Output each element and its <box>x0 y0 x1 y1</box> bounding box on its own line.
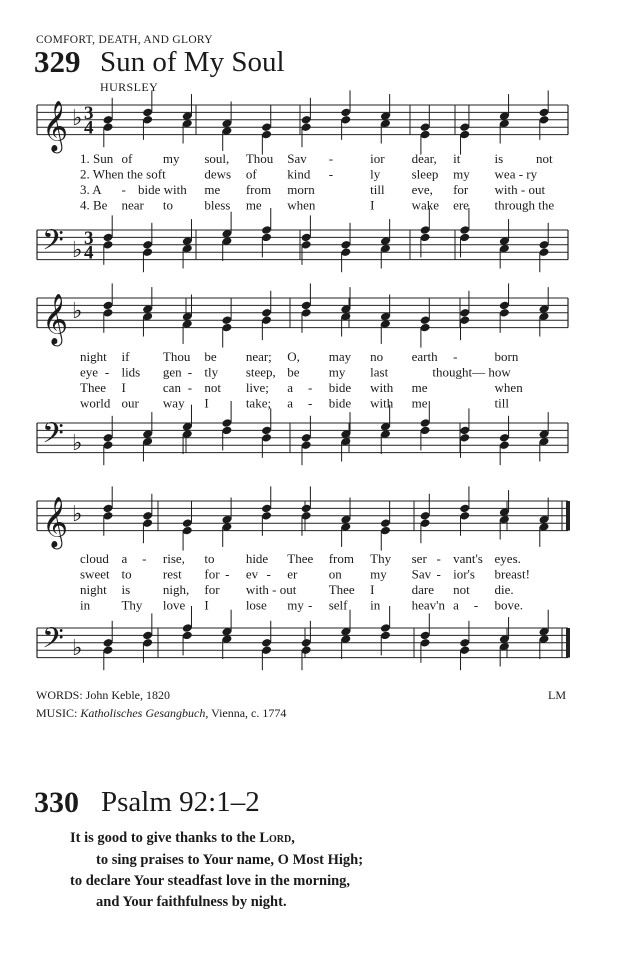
system-3-verse-3-syllable: is <box>121 582 131 597</box>
music-credit <box>36 706 286 721</box>
system-2-verse-1-syllable: Thou <box>162 349 191 364</box>
system-3-verse-3-syllable: nigh, <box>162 582 190 597</box>
system-3-verse-1-syllable: ser <box>411 551 427 566</box>
system-1-verse-4-syllable: near <box>121 197 144 213</box>
system-2-verse-3-syllable: live; <box>245 380 269 395</box>
system-3-verse-2-syllable: rest <box>162 566 182 582</box>
system-2-verse-3-syllable: I <box>121 380 126 395</box>
system-2-verse-2-syllable: lids <box>121 364 141 380</box>
system-1-verse-4-syllable: 4. Be <box>80 197 108 213</box>
system-1-verse-1-syllable: my <box>162 151 180 166</box>
system-1-time-sig-top: 3 <box>84 102 94 124</box>
system-3-verse-1-syllable: a <box>121 551 128 566</box>
system-1-verse-2-syllable: sleep <box>411 166 439 182</box>
system-1-verse-1-syllable: 1. Sun <box>80 151 114 166</box>
system-2-verse-2-syllable: thought— how <box>432 364 511 380</box>
system-1-verse-4-syllable: bless <box>204 197 231 213</box>
psalm-line-3: to declare Your steadfast love in the morning, <box>70 873 351 889</box>
system-3-verse-2-syllable: for <box>204 566 220 582</box>
system-3-verse-1-syllable: Thy <box>370 551 392 566</box>
system-1-time-sig-bottom: 4 <box>84 242 94 264</box>
system-2-verse-1-syllable: no <box>370 349 384 364</box>
music-label: MUSIC: <box>36 706 78 720</box>
system-3-verse-2-syllable: on <box>328 566 342 582</box>
system-1-verse-4-syllable: to <box>162 197 174 213</box>
system-1-verse-2-syllable: - <box>328 166 334 182</box>
system-3-verse-4-syllable: Thy <box>121 597 143 613</box>
system-3-verse-2-syllable: breast! <box>494 566 530 582</box>
system-2-verse-3-syllable: a <box>287 380 294 395</box>
words-author: John Keble, 1820 <box>85 688 170 702</box>
psalm-line-4: and Your faithfulness by night. <box>96 894 287 910</box>
system-1-verse-2-syllable: of <box>245 166 257 182</box>
system-3-verse-4-syllable: heav'n <box>411 597 446 613</box>
system-1-bass-flat: ♭ <box>72 238 83 264</box>
system-3-verse-3-syllable: die. <box>494 582 514 597</box>
system-2-verse-3-syllable: can <box>162 380 181 395</box>
system-2-verse-4-syllable: way <box>162 395 185 411</box>
words-label: WORDS: <box>36 688 83 702</box>
system-1-verse-3-syllable: for <box>453 182 469 197</box>
system-3-verse-1-syllable: - <box>142 551 147 566</box>
system-2-verse-4-syllable: I <box>204 395 209 411</box>
system-2-verse-3-syllable: me <box>411 380 428 395</box>
system-2-verse-1-syllable: night <box>80 349 107 364</box>
system-3-verse-1-syllable: Thee <box>287 551 314 566</box>
system-1-verse-1-syllable: it <box>453 151 461 166</box>
system-1-verse-4-syllable: I <box>370 197 375 213</box>
system-1-time-sig-bottom: 4 <box>84 117 94 139</box>
system-3-verse-4-syllable: my <box>287 597 304 613</box>
psalm-line-2: to sing praises to Your name, O Most High; <box>96 852 364 868</box>
music-source: Katholisches Gesangbuch <box>80 706 206 720</box>
system-2-verse-2-syllable: my <box>328 364 346 380</box>
system-2-verse-4-syllable: world <box>80 395 111 411</box>
system-2-verse-3-syllable: - <box>308 380 313 395</box>
psalm-line-1 <box>70 830 295 847</box>
system-3-verse-2-syllable: - <box>266 566 271 582</box>
system-2-verse-2-syllable: eye <box>80 364 99 380</box>
system-1-verse-1-syllable: - <box>328 151 334 166</box>
system-2-verse-2-syllable: tly <box>204 364 219 380</box>
system-2-verse-2-syllable: - <box>187 364 193 380</box>
system-1-verse-4-syllable: me <box>245 197 262 213</box>
system-3-bass-flat: ♭ <box>72 636 83 662</box>
system-2-verse-1-syllable: born <box>494 349 519 364</box>
system-2-verse-1-syllable: if <box>121 349 130 364</box>
system-1-verse-1-syllable: ior <box>370 151 385 166</box>
system-1-verse-3-syllable: bide with <box>138 182 187 197</box>
system-1-verse-1-syllable: soul, <box>204 151 230 166</box>
system-1-verse-4-syllable: through the <box>494 197 555 213</box>
system-3-verse-1-syllable: - <box>436 551 441 566</box>
system-3-verse-3-syllable: I <box>370 582 375 597</box>
system-3-verse-2-syllable: - <box>436 566 441 582</box>
system-2-verse-4-syllable: till <box>494 395 509 411</box>
system-1-verse-1-syllable: is <box>494 151 504 166</box>
music-source-detail: , Vienna, c. 1774 <box>205 706 287 720</box>
psalm-line-1-end: , <box>291 830 295 846</box>
system-1-verse-1-syllable: Sav <box>287 151 307 166</box>
system-2-verse-4-syllable: me <box>411 395 428 411</box>
system-3-verse-2-syllable: sweet <box>80 566 110 582</box>
system-3-verse-2-syllable: ior's <box>453 566 475 582</box>
system-3-verse-2-syllable: - <box>225 566 230 582</box>
system-3-verse-1-syllable: to <box>204 551 215 566</box>
system-1-verse-2-syllable: 2. When the soft <box>80 166 166 182</box>
system-2-verse-4-syllable: our <box>121 395 139 411</box>
system-3-verse-4-syllable: - <box>473 597 479 613</box>
system-3-verse-1-syllable: cloud <box>80 551 109 566</box>
system-1-verse-2-syllable: ly <box>370 166 381 182</box>
hymn-title: Sun of My Soul <box>100 46 285 78</box>
system-3-verse-1-syllable: rise, <box>162 551 185 566</box>
system-1-lyrics <box>80 151 554 213</box>
system-1-verse-1-syllable: not <box>536 151 553 166</box>
system-1-verse-1-syllable: of <box>121 151 133 166</box>
psalm-number: 330 <box>34 786 79 819</box>
system-1-verse-4-syllable: when <box>287 197 316 213</box>
system-2-verse-4-syllable: bide <box>328 395 352 411</box>
system-2-verse-1-syllable: earth <box>411 349 438 364</box>
system-1-verse-2-syllable: kind <box>287 166 311 182</box>
system-2-verse-2-syllable: - <box>104 364 110 380</box>
system-2-verse-2-syllable: steep, <box>245 364 276 380</box>
system-3-verse-4-syllable: love <box>162 597 186 613</box>
system-2-treble-clef: 𝄞 <box>42 293 69 345</box>
system-3-verse-2-syllable: ev <box>245 566 259 582</box>
system-2-lyrics <box>80 349 523 411</box>
system-3-verse-1-syllable: from <box>328 551 355 566</box>
system-1-verse-3-syllable: with - out <box>494 182 546 197</box>
system-1-verse-4-syllable: wake <box>411 197 440 213</box>
system-3-verse-4-syllable: in <box>80 597 91 613</box>
system-2-verse-1-syllable: O, <box>287 349 300 364</box>
system-3-treble-clef: 𝄞 <box>42 496 69 548</box>
system-3-verse-1-syllable: eyes. <box>494 551 521 566</box>
system-1-verse-3-syllable: me <box>204 182 221 197</box>
system-1-verse-2-syllable: dews <box>204 166 232 182</box>
system-2-verse-4-syllable: a <box>287 395 294 411</box>
system-2-verse-1-syllable: may <box>328 349 352 364</box>
psalm-title: Psalm 92:1–2 <box>101 786 260 818</box>
system-2-verse-3-syllable: with <box>370 380 394 395</box>
system-3-verse-1-syllable: vant's <box>453 551 483 566</box>
system-3-verse-2-syllable: Sav <box>411 566 432 582</box>
system-3-verse-4-syllable: a <box>453 597 459 613</box>
system-2-verse-3-syllable: bide <box>328 380 352 395</box>
system-1-time-sig-top: 3 <box>84 227 94 249</box>
system-2-verse-2-syllable: last <box>370 364 389 380</box>
system-1-verse-3-syllable: - <box>121 182 126 197</box>
system-3-bass-clef: 𝄢 <box>42 622 64 663</box>
system-2-verse-3-syllable: not <box>204 380 221 395</box>
system-2-verse-4-syllable: - <box>308 395 313 411</box>
system-1-verse-3-syllable: eve, <box>411 182 433 197</box>
system-1-verse-3-syllable: 3. A <box>80 182 102 197</box>
system-2-verse-2-syllable: be <box>287 364 300 380</box>
system-3-verse-4-syllable: - <box>308 597 313 613</box>
system-3-verse-3-syllable: not <box>453 582 470 597</box>
system-2-verse-3-syllable: when <box>494 380 523 395</box>
system-3-verse-2-syllable: to <box>121 566 132 582</box>
system-3-verse-3-syllable: with - out <box>245 582 297 597</box>
psalm-line-1-smallcaps: ord <box>269 830 292 846</box>
system-3-treble-flat: ♭ <box>72 501 83 527</box>
words-credit <box>36 688 170 703</box>
system-1-verse-4-syllable: ere <box>453 197 469 213</box>
section-label: COMFORT, DEATH, AND GLORY <box>36 34 213 46</box>
system-1-verse-3-syllable: till <box>370 182 385 197</box>
system-3-lyrics <box>80 551 530 613</box>
tune-name: HURSLEY <box>100 80 159 94</box>
system-2-verse-3-syllable: Thee <box>80 380 106 395</box>
hymn-number: 329 <box>34 44 81 79</box>
meter: LM <box>548 688 566 702</box>
system-3-verse-3-syllable: dare <box>411 582 435 597</box>
system-3-verse-4-syllable: bove. <box>494 597 524 613</box>
system-1-verse-1-syllable: dear, <box>411 151 437 166</box>
system-3-verse-1-syllable: hide <box>245 551 269 566</box>
system-3-verse-4-syllable: I <box>204 597 209 613</box>
system-1-verse-2-syllable: my <box>453 166 470 182</box>
system-2-verse-4-syllable: take; <box>245 395 272 411</box>
system-2-bass-flat: ♭ <box>72 431 83 457</box>
system-3-verse-4-syllable: lose <box>245 597 267 613</box>
system-2-verse-2-syllable: gen <box>162 364 182 380</box>
system-3-verse-4-syllable: in <box>370 597 381 613</box>
system-1-verse-2-syllable: wea - ry <box>494 166 538 182</box>
system-1-verse-3-syllable: from <box>245 182 272 197</box>
system-3-verse-3-syllable: for <box>204 582 220 597</box>
system-2-verse-1-syllable: be <box>204 349 217 364</box>
system-1-bass-clef: 𝄢 <box>42 224 64 265</box>
system-1-treble-clef: 𝄞 <box>42 100 69 152</box>
system-3-verse-3-syllable: Thee <box>328 582 355 597</box>
system-2-verse-4-syllable: with <box>370 395 394 411</box>
psalm-line-1-text: It is good to give thanks to the L <box>70 830 269 846</box>
system-3-verse-4-syllable: self <box>328 597 348 613</box>
system-1-verse-3-syllable: morn <box>287 182 315 197</box>
system-1-verse-1-syllable: Thou <box>245 151 274 166</box>
system-2-bass-clef: 𝄢 <box>42 417 64 458</box>
system-2-verse-3-syllable: - <box>187 380 193 395</box>
system-2-treble-flat: ♭ <box>72 298 83 324</box>
system-2-verse-1-syllable: - <box>453 349 458 364</box>
system-3-verse-2-syllable: er <box>287 566 298 582</box>
system-3-verse-3-syllable: night <box>80 582 107 597</box>
system-1-treble-flat: ♭ <box>72 105 83 131</box>
system-3-verse-2-syllable: my <box>370 566 387 582</box>
system-2-verse-1-syllable: near; <box>245 349 272 364</box>
